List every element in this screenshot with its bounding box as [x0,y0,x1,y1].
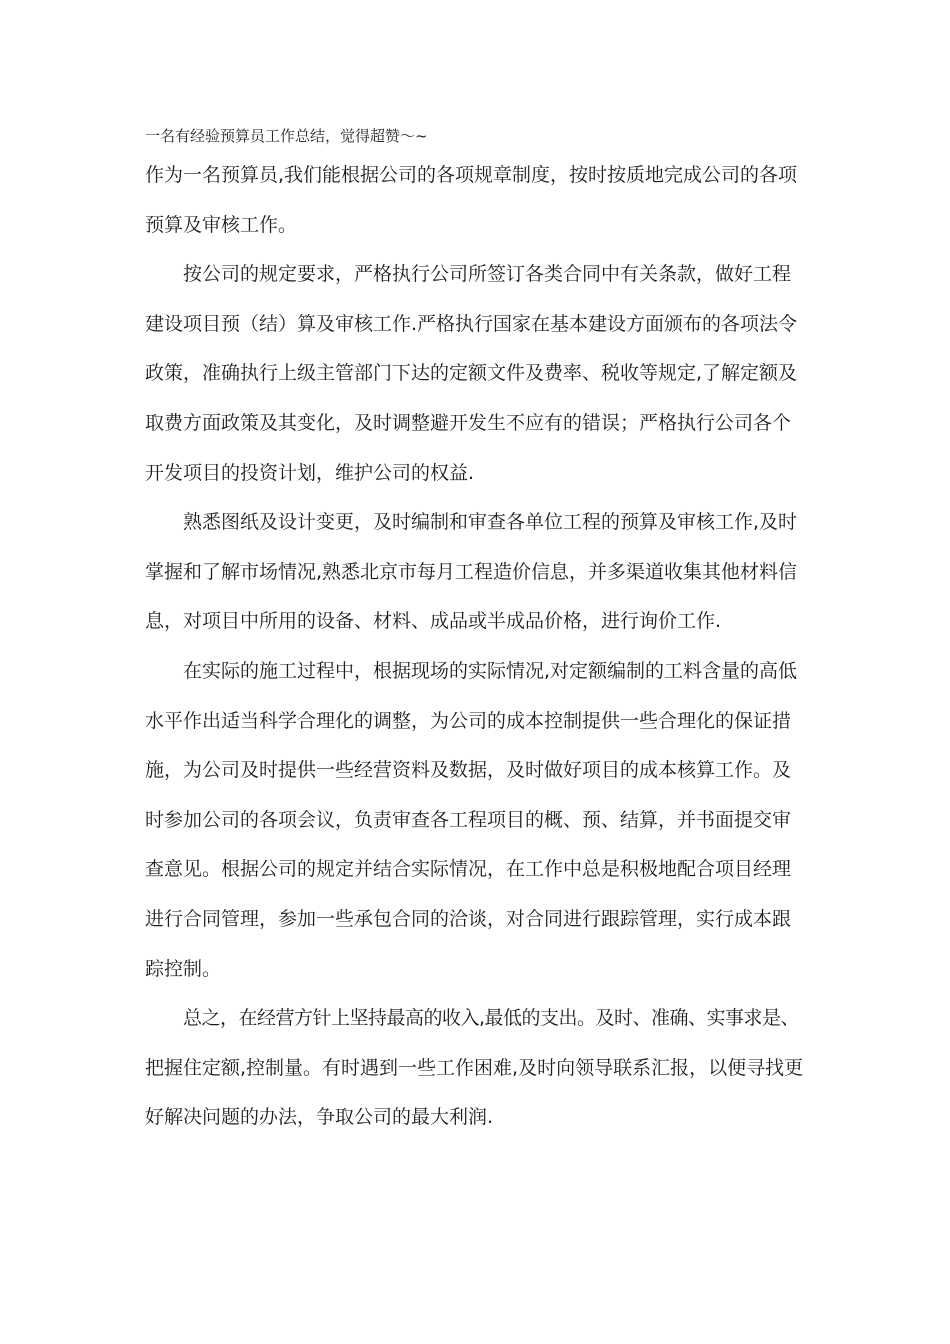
document-body [145,151,807,1143]
paragraph-line: 时参加公司的各项会议，负责审查各工程项目的概、预、结算，并书面提交审 [145,808,792,831]
paragraph-line: 息，对项目中所用的设备、材料、成品或半成品价格，进行询价工作. [145,610,722,633]
paragraph-line: 进行合同管理，参加一些承包合同的洽谈，对合同进行跟踪管理，实行成本跟 [145,907,792,930]
paragraph-line: 取费方面政策及其变化，及时调整避开发生不应有的错误；严格执行公司各个 [145,411,792,434]
paragraph-line: 总之，在经营方针上坚持最高的收入,最低的支出。及时、准确、实事求是、 [183,1007,800,1030]
paragraph-line: 施，为公司及时提供一些经营资料及数据，及时做好项目的成本核算工作。及 [145,759,792,782]
paragraph-line: 好解决问题的办法，争取公司的最大利润. [145,1106,494,1129]
paragraph-line: 把握住定额,控制量。有时遇到一些工作困难,及时向领导联系汇报，以便寻找更 [145,1056,804,1079]
paragraph-line: 开发项目的投资计划，维护公司的权益. [145,461,475,484]
paragraph-line: 踪控制。 [145,957,222,980]
paragraph-line: 熟悉图纸及设计变更，及时编制和审查各单位工程的预算及审核工作,及时 [183,511,798,534]
paragraph-line: 建设项目预（结）算及审核工作.严格执行国家在基本建设方面颁布的各项法令 [145,312,798,335]
paragraph-line: 查意见。根据公司的规定并结合实际情况，在工作中总是积极地配合项目经理 [145,858,792,881]
document-title: 一名有经验预算员工作总结，觉得超赞～~ [145,127,428,145]
paragraph-line: 在实际的施工过程中，根据现场的实际情况,对定额编制的工料含量的高低 [183,659,798,682]
paragraph-line: 掌握和了解市场情况,熟悉北京市每月工程造价信息，并多渠道收集其他材料信 [145,560,798,583]
paragraph-line: 按公司的规定要求，严格执行公司所签订各类合同中有关条款，做好工程 [183,263,792,286]
paragraph-line: 政策，准确执行上级主管部门下达的定额文件及费率、税收等规定,了解定额及 [145,362,798,385]
paragraph-line: 作为一名预算员,我们能根据公司的各项规章制度，按时按质地完成公司的各项 [145,164,798,186]
paragraph-line: 预算及审核工作。 [145,213,298,236]
paragraph-line: 水平作出适当科学合理化的调整，为公司的成本控制提供一些合理化的保证措 [145,709,792,732]
